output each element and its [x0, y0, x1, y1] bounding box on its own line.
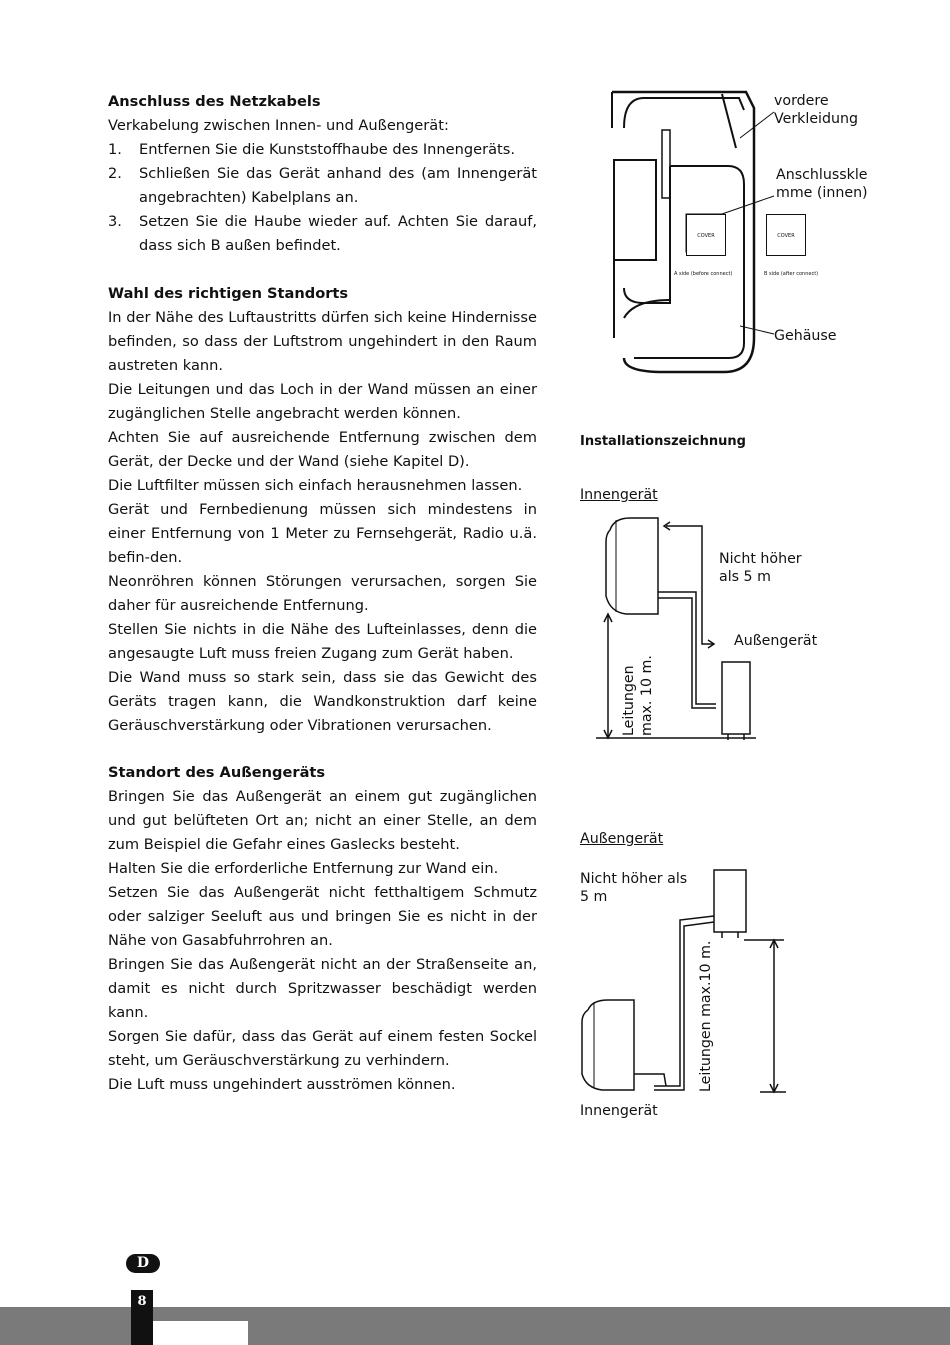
cover-a-caption: A side (before connect): [674, 271, 733, 277]
label-terminal: Anschlusskle mme (innen): [776, 167, 868, 201]
paragraph: Bringen Sie das Außengerät nicht an der Straßenseite an, damit es nicht durch Spritzwasser beschädigt werden kann.: [108, 956, 537, 1021]
paragraph: Die Luft muss ungehindert ausströmen können.: [108, 1076, 456, 1093]
label-outdoor-unit: Außengerät: [734, 633, 818, 649]
section-title: Wahl des richtigen Standorts: [108, 285, 349, 302]
page-number: 8: [137, 1294, 147, 1309]
step-text: Schließen Sie das Gerät anhand des (am Innengerät angebrachten) Kabelplans an.: [139, 165, 537, 206]
paragraph: Die Leitungen und das Loch in der Wand müssen an einer zugänglichen Stelle angebracht werden können.: [108, 381, 537, 422]
paragraph: Setzen Sie das Außengerät nicht fetthaltigem Schmutz oder salziger Seeluft aus und bringen Sie es nicht in der Nähe von Gasabfuhrrohren an.: [108, 884, 537, 949]
paragraph: Achten Sie auf ausreichende Entfernung zwischen dem Gerät, der Decke und der Wand (siehe Kapitel D).: [108, 429, 537, 470]
label-pipes-max-2: Leitungen max.10 m.: [698, 940, 714, 1092]
paragraph: Die Wand muss so stark sein, dass sie das Gewicht des Geräts tragen kann, die Wandkonstruktion darf keine Geräuschverstärkung oder Vibrationen verursachen.: [108, 669, 537, 734]
outdoor-high-diagram: [574, 864, 790, 1096]
step-number: 3.: [108, 213, 122, 230]
paragraph: Die Luftfilter müssen sich einfach herausnehmen lassen.: [108, 477, 523, 494]
step-number: 1.: [108, 141, 122, 158]
cover-b-caption: B side (after connect): [764, 271, 819, 277]
steps-list: [108, 138, 537, 258]
figure1-leader-lines: [700, 100, 780, 340]
section-intro: Verkabelung zwischen Innen- und Außengerät:: [108, 117, 449, 134]
section-title: Standort des Außengeräts: [108, 764, 326, 781]
label-not-higher-2: Nicht höher als 5 m: [580, 871, 688, 905]
paragraph: In der Nähe des Luftaustritts dürfen sich keine Hindernisse befinden, so dass der Luftstrom ungehindert in den Raum austreten kann.: [108, 309, 537, 374]
label-front-cover: vordere Verkleidung: [774, 93, 858, 127]
step-text: Entfernen Sie die Kunststoffhaube des Innengeräts.: [139, 141, 516, 158]
paragraph: Halten Sie die erforderliche Entfernung zur Wand ein.: [108, 860, 499, 877]
paragraph: Stellen Sie nichts in die Nähe des Lufteinlasses, denn die angesaugte Luft muss freien Zugang zum Gerät haben.: [108, 621, 537, 662]
label-housing: Gehäuse: [774, 328, 837, 344]
section-outdoor-location: [108, 761, 537, 1097]
list-item: [108, 210, 537, 258]
figure-caption: Installationszeichnung: [580, 434, 746, 449]
label-not-higher: Nicht höher als 5 m: [719, 551, 802, 585]
step-text: Setzen Sie die Haube wieder auf. Achten Sie darauf, dass sich B außen befindet.: [139, 213, 537, 254]
section-location: [108, 282, 537, 738]
figure3-heading: Außengerät: [580, 831, 664, 847]
paragraph: Bringen Sie das Außengerät an einem gut zugänglichen und gut belüfteten Ort an; nicht an einer Stelle, an dem zum Beispiel die Gefahr eines Gaslecks besteht.: [108, 788, 537, 853]
cover-b-label: COVER: [777, 233, 795, 239]
paragraph: Sorgen Sie dafür, dass das Gerät auf einem festen Sockel steht, um Geräuschverstärkung zu verhindern.: [108, 1028, 537, 1069]
figure2-heading: Innengerät: [580, 487, 658, 503]
step-number: 2.: [108, 165, 122, 182]
cover-a-label: COVER: [697, 233, 715, 239]
language-badge: D: [126, 1254, 160, 1273]
section-power-cable: [108, 90, 537, 258]
list-item: [108, 162, 537, 210]
list-item: [108, 138, 537, 162]
section-title: Anschluss des Netzkabels: [108, 93, 321, 110]
paragraph: Gerät und Fernbedienung müssen sich mindestens in einer Entfernung von 1 Meter zu Fernsehgerät, Radio u.ä. befin-den.: [108, 501, 537, 566]
paragraph: Neonröhren können Störungen verursachen, sorgen Sie daher für ausreichende Entfernung.: [108, 573, 537, 614]
label-indoor-unit: Innengerät: [580, 1103, 658, 1119]
label-pipes-max: Leitungen max. 10 m.: [621, 655, 655, 736]
footer-white-block: [153, 1321, 248, 1345]
